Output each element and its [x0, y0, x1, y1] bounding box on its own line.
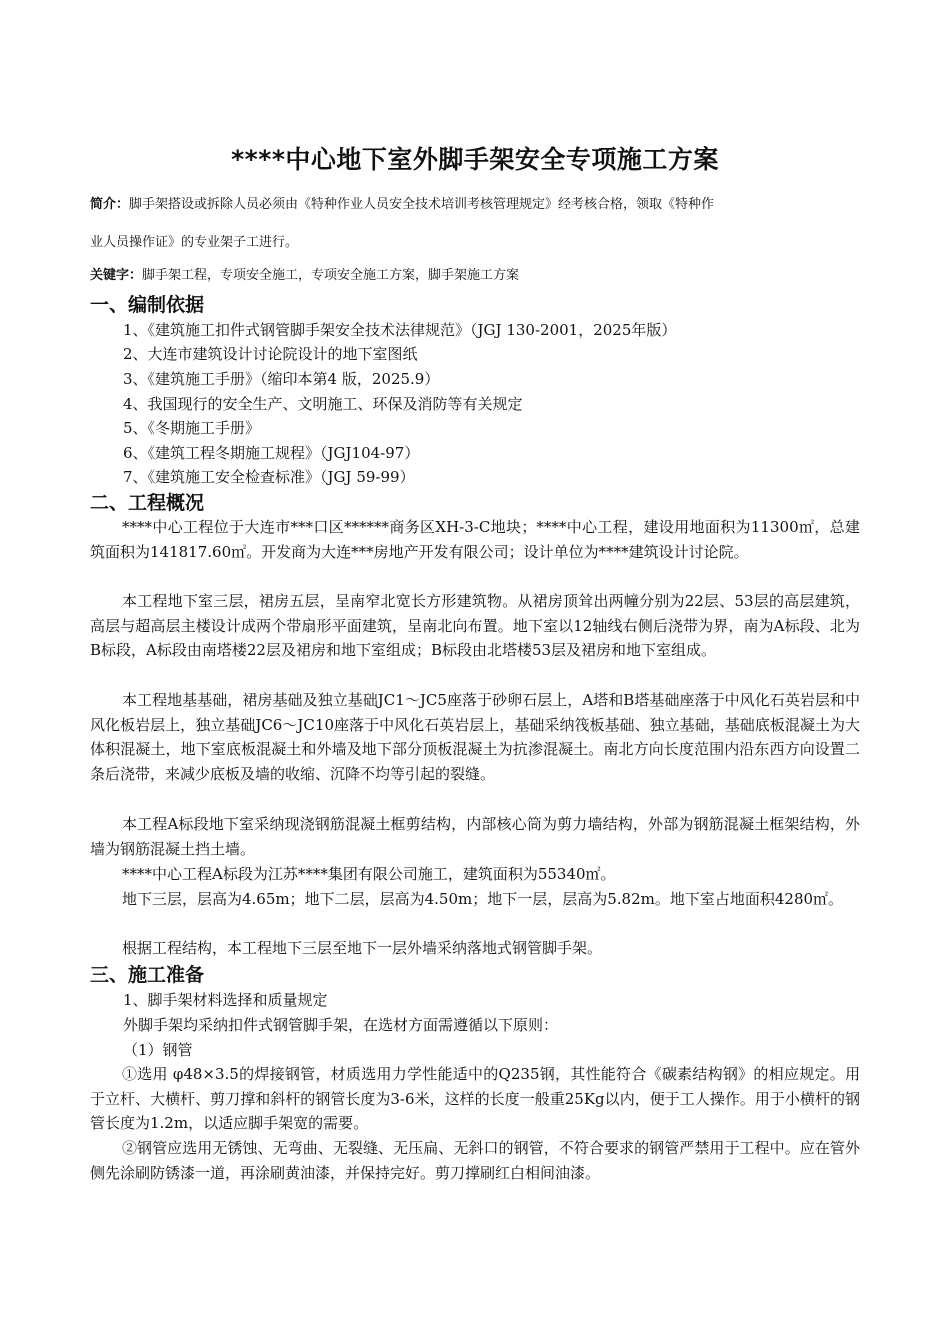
basis-item: 6、《建筑工程冬期施工规程》（JGJ104-97）	[123, 444, 420, 462]
basis-item: 1、《建筑施工扣件式钢管脚手架安全技术法律规范》（JGJ 130-2001，2025年版）	[123, 321, 677, 339]
section-heading-basis: 一、编制依据	[90, 294, 205, 316]
preparation-line: 1、脚手架材料选择和质量规定	[123, 991, 328, 1009]
steel-pipe-paragraph: ②钢管应选用无锈蚀、无弯曲、无裂缝、无压扁、无斜口的钢管，不符合要求的钢管严禁用于工程中。应在管外侧先涂刷防锈漆一道，再涂刷黄油漆，并保持完好。剪刀撑刷红白相间油漆。	[90, 1139, 860, 1182]
overview-paragraph: 本工程地基基础，裙房基础及独立基础JC1～JC5座落于砂卵石层上，A塔和B塔基础座落于中风化石英岩层和中风化板岩层上，独立基础JC6～JC10座落于中风化石英岩层上，基础采纳筏板基础、独立基础，基础底板混凝土为大体积混凝土，地下室底板混凝土和外墙及地下部分顶板混凝土为抗渗混凝土。南北方向长度范围内沿东西方向设置二条后浇带，来减少底板及墙的收缩、沉降不均等引起的裂缝。	[90, 691, 860, 783]
basis-item: 2、大连市建筑设计讨论院设计的地下室图纸	[123, 345, 418, 363]
section-heading-overview: 二、工程概况	[90, 492, 205, 514]
keywords-line	[90, 266, 860, 286]
intro-line-1	[90, 195, 860, 215]
basis-item: 4、我国现行的安全生产、文明施工、环保及消防等有关规定	[123, 395, 523, 413]
overview-paragraph: 本工程地下室三层，裙房五层，呈南窄北宽长方形建筑物。从裙房顶耸出两幢分别为22层、53层的高层建筑，高层与超高层主楼设计成两个带扇形平面建筑，呈南北向布置。地下室以12轴线右侧后浇带为界，南为A标段、北为B标段，A标段由南塔楼22层及裙房和地下室组成；B标段由北塔楼53层及裙房和地下室组成。	[90, 592, 860, 660]
document-title: ****中心地下室外脚手架安全专项施工方案	[231, 145, 719, 174]
overview-paragraph: ****中心工程位于大连市***口区******商务区XH-3-C地块；****中心工程，建设用地面积为11300㎡，总建筑面积为141817.60㎡。开发商为大连***房地产开发有限公司；设计单位为****建筑设计讨论院。	[90, 518, 860, 561]
intro-text-2: 业人员操作证》的专业架子工进行。	[90, 235, 299, 250]
intro-text-1: 脚手架搭设或拆除人员必须由《特种作业人员安全技术培训考核管理规定》经考核合格，领取《特种作	[129, 197, 715, 212]
overview-paragraph: 地下三层，层高为4.65m；地下二层，层高为4.50m；地下一层，层高为5.82m。地下室占地面积4280㎡。	[122, 890, 844, 908]
basis-item: 7、《建筑施工安全检查标准》（JGJ 59-99）	[123, 468, 415, 486]
basis-item: 3、《建筑施工手册》（缩印本第4 版，2025.9）	[123, 370, 440, 388]
preparation-line: （1）钢管	[123, 1041, 193, 1059]
keywords-text: 脚手架工程，专项安全施工，专项安全施工方案，脚手架施工方案	[142, 268, 520, 283]
overview-paragraph: 根据工程结构，本工程地下三层至地下一层外墙采纳落地式钢管脚手架。	[122, 939, 603, 957]
keywords-label: 关键字：	[90, 268, 143, 283]
preparation-line: 外脚手架均采纳扣件式钢管脚手架，在选材方面需遵循以下原则：	[123, 1016, 559, 1034]
steel-pipe-paragraph: ①选用 φ48×3.5的焊接钢管，材质选用力学性能适中的Q235钢，其性能符合《碳素结构钢》的相应规定。用于立杆、大横杆、剪刀撑和斜杆的钢管长度为3-6米，这样的长度一般重25Kg以内，便于工人操作。用于小横杆的钢管长度为1.2m，以适应脚手架宽的需要。	[90, 1065, 860, 1133]
overview-paragraph: ****中心工程A标段为江苏****集团有限公司施工，建筑面积为55340㎡。	[122, 865, 616, 883]
intro-label: 简介：	[90, 197, 130, 212]
overview-paragraph: 本工程A标段地下室采纳现浇钢筋混凝土框剪结构，内部核心筒为剪力墙结构，外部为钢筋混凝土框架结构，外墙为钢筋混凝土挡土墙。	[90, 815, 860, 858]
basis-item: 5、《冬期施工手册》	[123, 419, 261, 437]
section-heading-preparation: 三、施工准备	[90, 964, 205, 986]
